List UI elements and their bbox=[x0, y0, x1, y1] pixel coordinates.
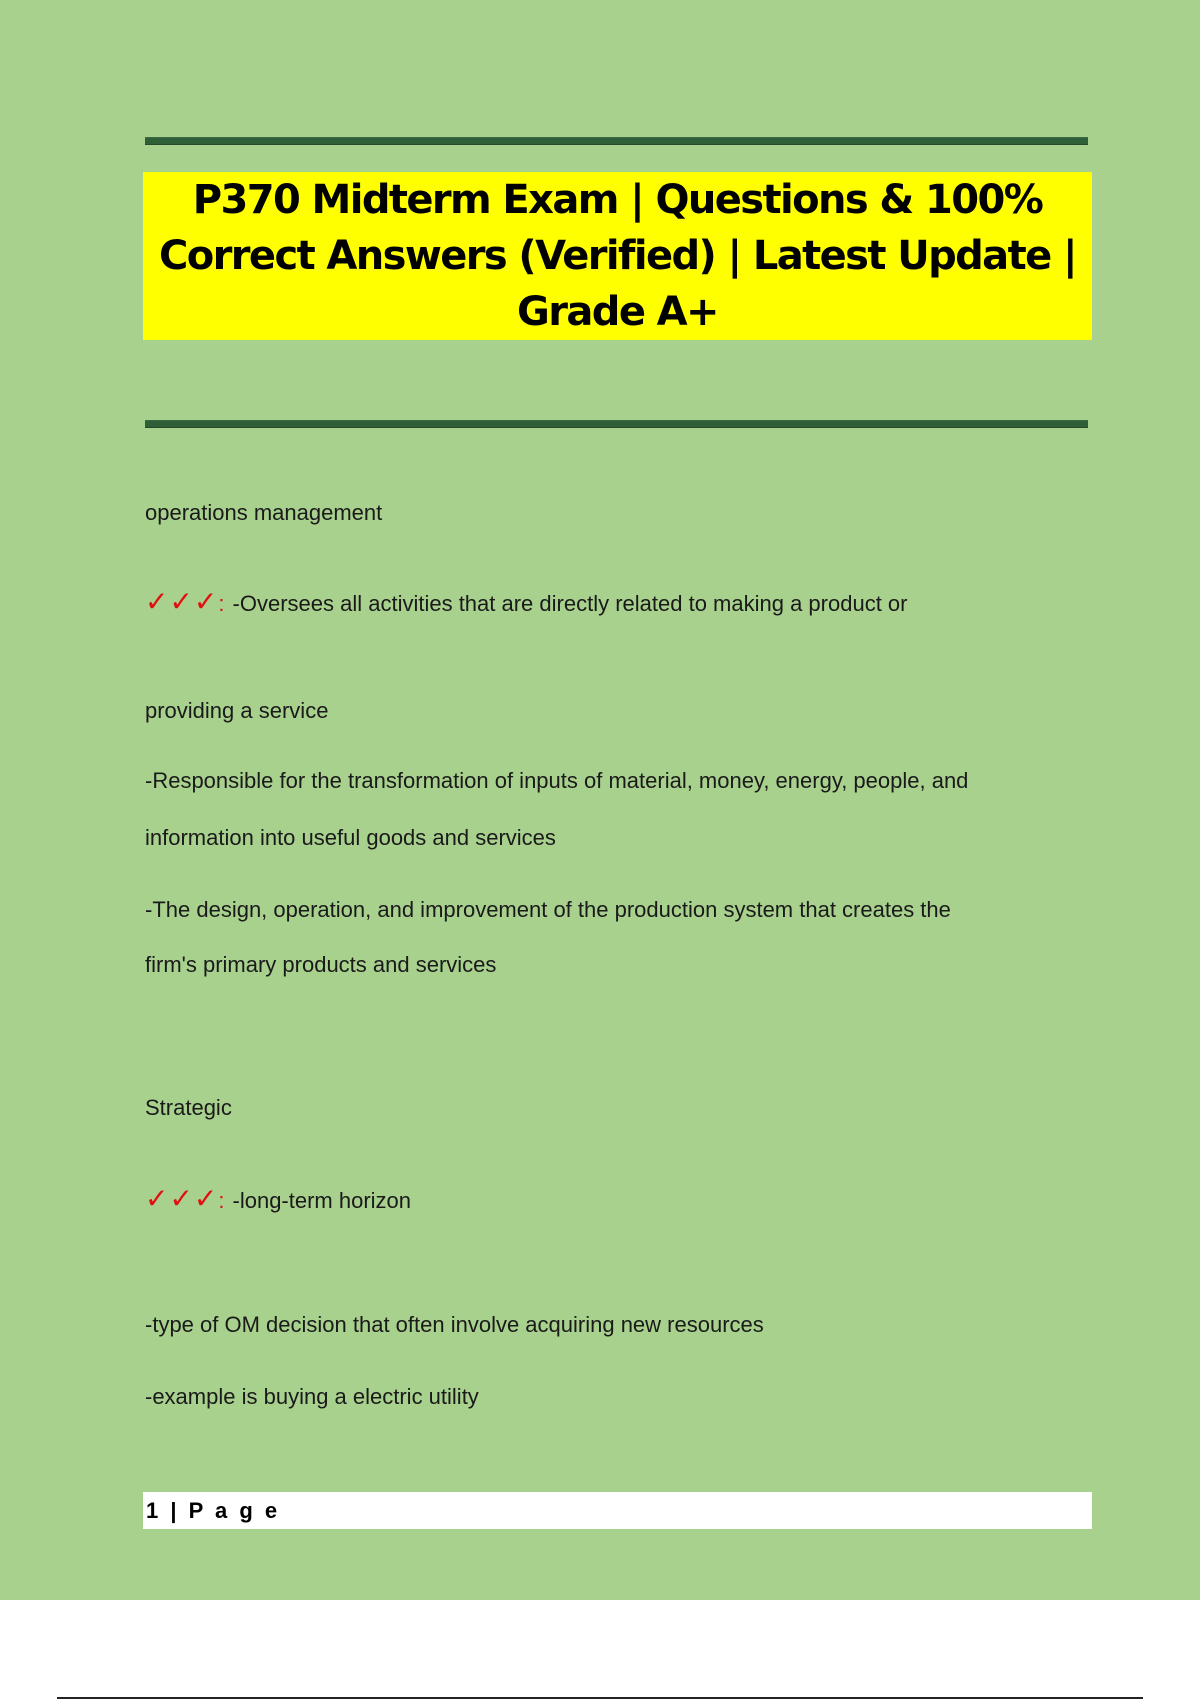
check-marks-icon: ✓✓✓ bbox=[145, 585, 219, 618]
bottom-divider bbox=[145, 420, 1088, 428]
answer-colon: : bbox=[218, 1188, 225, 1213]
next-page-divider bbox=[57, 1697, 1143, 1699]
answer-text: -Oversees all activities that are directly related to making a product or bbox=[232, 591, 908, 616]
top-divider bbox=[145, 137, 1088, 145]
answer-text: -The design, operation, and improvement of the production system that creates the bbox=[145, 897, 951, 922]
answer-colon: : bbox=[218, 591, 225, 616]
answer-line bbox=[145, 1182, 411, 1215]
title-highlight-box bbox=[143, 172, 1092, 340]
answer-text: -Responsible for the transformation of inputs of material, money, energy, people, and bbox=[145, 768, 969, 793]
answer-text: information into useful goods and services bbox=[145, 825, 556, 850]
answer-text: firm's primary products and services bbox=[145, 952, 497, 977]
document-title: P370 Midterm Exam | Questions & 100% Correct Answers (Verified) | Latest Update | Grade A+ bbox=[159, 177, 1076, 335]
answer-text: -example is buying a electric utility bbox=[145, 1384, 479, 1409]
term-operations-management: operations management bbox=[145, 500, 383, 525]
check-marks-icon: ✓✓✓ bbox=[145, 1182, 219, 1215]
page-footer bbox=[143, 1492, 1092, 1529]
answer-text: -long-term horizon bbox=[232, 1188, 412, 1213]
term-strategic: Strategic bbox=[145, 1095, 232, 1120]
page-number: 1 | P a g e bbox=[146, 1497, 281, 1523]
answer-text: providing a service bbox=[145, 698, 329, 723]
answer-text: -type of OM decision that often involve acquiring new resources bbox=[145, 1312, 764, 1337]
answer-line bbox=[145, 585, 907, 618]
